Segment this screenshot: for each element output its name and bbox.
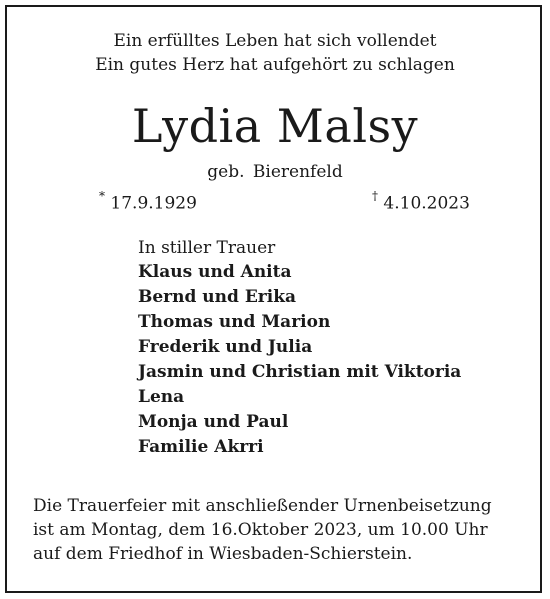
mourner-name: Familie Akrri [138, 437, 264, 457]
mourner-name: Bernd und Erika [138, 287, 296, 307]
birth-date: 17.9.1929 [110, 193, 197, 214]
mourner-name: Monja und Paul [138, 412, 289, 432]
intro-line-2: Ein gutes Herz hat aufgehört zu schlagen [95, 55, 455, 75]
service-line-1: Die Trauerfeier mit anschließender Urnenbeisetzung [33, 496, 492, 516]
mourner-name: Klaus und Anita [138, 262, 292, 282]
death-cross-symbol: † [372, 189, 378, 203]
deceased-name: Lydia Malsy [131, 99, 419, 153]
birth-date-line [99, 186, 197, 216]
mourner-name: Lena [138, 387, 185, 407]
mourner-name: Jasmin und Christian mit Viktoria [138, 362, 462, 382]
service-line-3: auf dem Friedhof in Wiesbaden-Schierstein. [33, 544, 413, 564]
death-date-line [372, 186, 470, 216]
maiden-name: geb. Bierenfeld [207, 162, 343, 182]
birth-star-symbol: * [99, 189, 105, 203]
intro-line-1: Ein erfülltes Leben hat sich vollendet [113, 31, 437, 51]
mourner-name: Frederik und Julia [138, 337, 313, 357]
mourner-name: Thomas und Marion [138, 312, 331, 332]
mourners-list [138, 260, 461, 460]
funeral-service-info [33, 494, 492, 566]
service-line-2: ist am Montag, dem 16.Oktober 2023, um 10.00 Uhr [33, 520, 488, 540]
death-date: 4.10.2023 [383, 193, 470, 214]
mourning-heading: In stiller Trauer [138, 238, 276, 258]
